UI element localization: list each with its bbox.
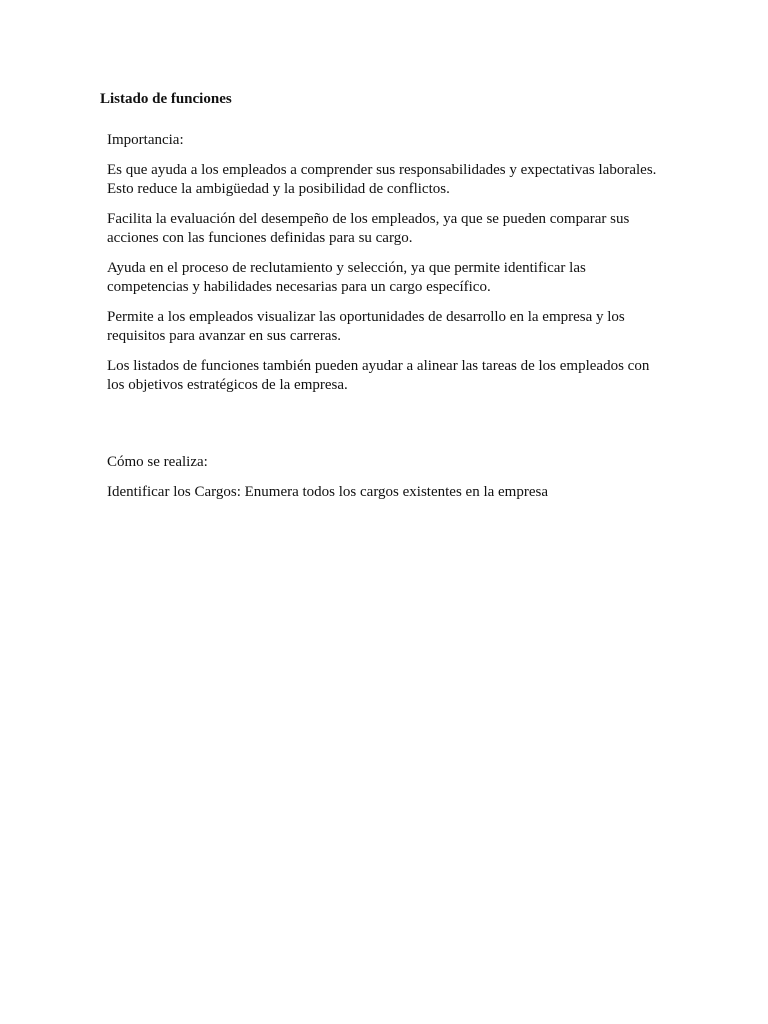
importancia-paragraph: Los listados de funciones también pueden ayudar a alinear las tareas de los empleados con los objetivos estratégicos de la empresa. [107, 358, 650, 393]
importancia-heading: Importancia: [107, 132, 184, 148]
como-heading: Cómo se realiza: [107, 454, 208, 470]
importancia-paragraph: Ayuda en el proceso de reclutamiento y selección, ya que permite identificar las competencias y habilidades necesarias para un cargo específico. [107, 260, 586, 295]
importancia-paragraph: Es que ayuda a los empleados a comprender sus responsabilidades y expectativas laborales. Esto reduce la ambigüedad y la posibilidad de conflictos. [107, 162, 657, 197]
importancia-paragraph: Facilita la evaluación del desempeño de los empleados, ya que se pueden comparar sus acciones con las funciones definidas para su cargo. [107, 211, 630, 246]
como-paragraph: Identificar los Cargos: Enumera todos los cargos existentes en la empresa [107, 484, 548, 500]
document-title: Listado de funciones [100, 91, 232, 107]
como-section [107, 453, 667, 513]
importancia-paragraph: Permite a los empleados visualizar las oportunidades de desarrollo en la empresa y los requisitos para avanzar en sus carreras. [107, 309, 625, 344]
importancia-section [107, 131, 667, 406]
